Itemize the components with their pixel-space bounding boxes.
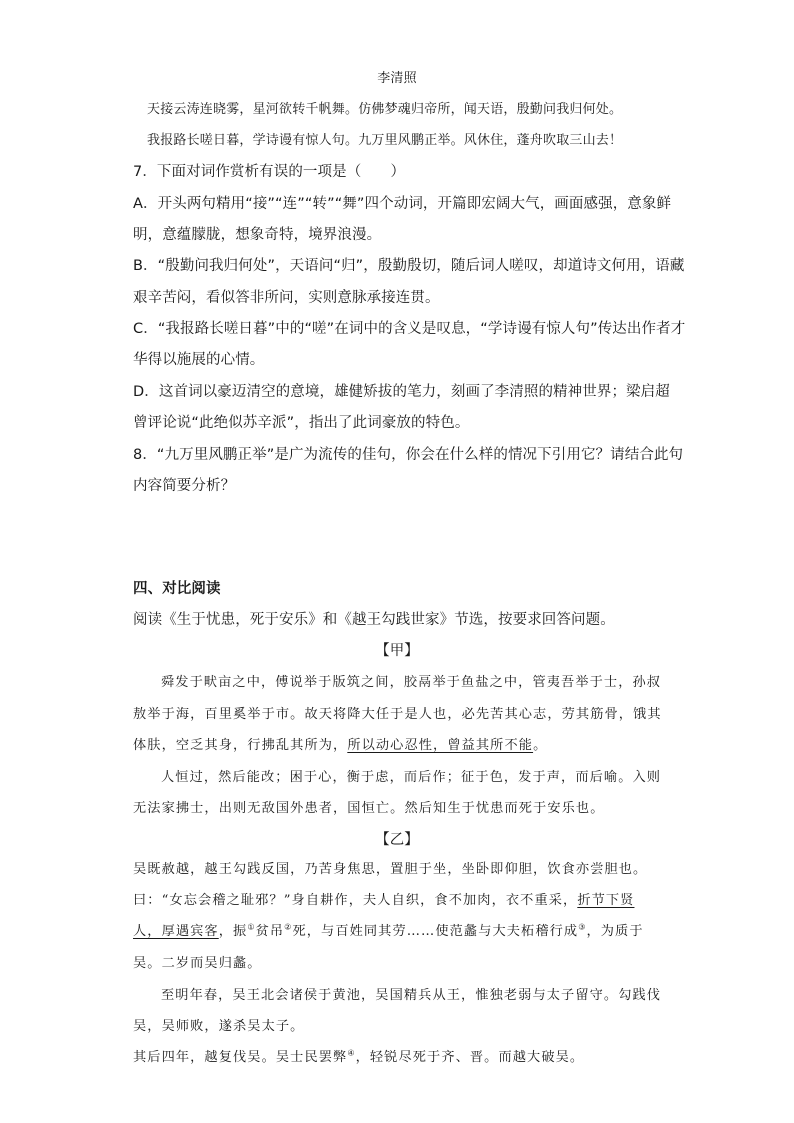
passage-line: 吴，吴师败，遂杀吴太子。 <box>133 1019 305 1034</box>
passage-line <box>133 920 644 939</box>
footnote-marker: ② <box>284 922 293 932</box>
passage-text: 死，与百姓同其劳……使范蠡与大夫柘稽行成 <box>292 924 579 939</box>
section-intro: 阅读《生于忧患，死于安乐》和《越王勾践世家》节选，按要求回答问题。 <box>133 612 615 628</box>
passage-text: ，振 <box>218 924 248 939</box>
question-8: 8．“九万里风鹏正举”是广为流传的佳句，你会在什么样的情况下引用它？请结合此句 <box>133 447 684 463</box>
passage-text: 曰：“女忘会稽之耻邪？”身自耕作，夫人自织，食不加肉，衣不重采， <box>133 893 578 908</box>
poem-line: 我报路长嗟日暮，学诗谩有惊人句。九万里风鹏正举。风休住，蓬舟吹取三山去！ <box>147 133 623 148</box>
option-d: D．这首词以豪迈清空的意境，雄健矫拔的笔力，刻画了李清照的精神世界；梁启超 <box>133 384 670 400</box>
passage-line: 吴既赦越，越王勾践反国，乃苦身焦思，置胆于坐，坐卧即仰胆，饮食亦尝胆也。 <box>133 862 648 877</box>
option-a: A．开头两句精用“接”“连”“转”“舞”四个动词，开篇即宏阔大气，画面感强，意象鲜 <box>133 196 672 212</box>
option-b-cont: 艰辛苦闷，看似答非所问，实则意脉承接连贯。 <box>133 290 440 306</box>
footnote-marker: ① <box>247 922 256 932</box>
underlined-phrase: 人，厚遇宾客 <box>133 924 219 939</box>
passage-text: ，为质于 <box>586 924 644 939</box>
poem-line: 天接云涛连晓雾，星河欲转千帆舞。仿佛梦魂归帝所，闻天语，殷勤问我归何处。 <box>147 102 623 117</box>
underlined-phrase: 折节下贤 <box>577 893 635 908</box>
passage-line <box>133 1046 584 1065</box>
passage-line: 舜发于畎亩之中，傅说举于版筑之间，胶鬲举于鱼盐之中，管夷吾举于士，孙叔 <box>161 675 662 690</box>
section-heading: 四、对比阅读 <box>133 581 221 597</box>
passage-text: ，轻锐尽死于齐、晋。而越大破吴。 <box>355 1050 585 1065</box>
passage-text: 其后四年，越复伐吴。吴士民罢弊 <box>133 1050 348 1065</box>
question-8-cont: 内容简要分析？ <box>133 478 236 494</box>
passage-line: 吴。二岁而吴归蠡。 <box>133 956 262 971</box>
passage-line: 无法家拂士，出则无敌国外患者，国恒亡。然后知生于忧患而死于安乐也。 <box>133 801 605 816</box>
option-d-cont: 曾评论说“此绝似苏辛派”，指出了此词豪放的特色。 <box>133 415 470 431</box>
passage-text: 体肤，空乏其身，行拂乱其所为， <box>133 738 348 753</box>
footnote-marker: ③ <box>578 922 587 932</box>
passage-label-jia: 【甲】 <box>375 643 419 659</box>
passage-line: 敖举于海，百里奚举于市。故天将降大任于是人也，必先苦其心志，劳其筋骨，饿其 <box>133 707 662 722</box>
passage-line <box>133 734 547 753</box>
poem-author: 李清照 <box>377 71 417 86</box>
passage-text: 。 <box>533 738 548 753</box>
option-c: C．“我报路长嗟日暮”中的“嗟”在词中的含义是叹息，“学诗谩有惊人句”传达出作者才 <box>133 321 686 337</box>
passage-text: 贫吊 <box>255 924 285 939</box>
footnote-marker: ④ <box>347 1048 356 1058</box>
passage-line: 至明年春，吴王北会诸侯于黄池，吴国精兵从王，惟独老弱与太子留守。勾践伐 <box>161 988 662 1003</box>
option-c-cont: 华得以施展的心情。 <box>133 352 265 368</box>
passage-line <box>133 889 634 908</box>
underlined-phrase: 所以动心忍性，曾益其所不能 <box>347 738 534 753</box>
option-b: B．“殷勤问我归何处”，天语问“归”，殷勤殷切，随后词人嗟叹，却道诗文何用，语藏 <box>133 258 685 274</box>
question-7-stem: 7．下面对词作赏析有误的一项是（ ） <box>133 164 406 180</box>
passage-label-yi: 【乙】 <box>375 832 419 848</box>
passage-line: 人恒过，然后能改；困于心，衡于虑，而后作；征于色，发于声，而后喻。入则 <box>161 770 662 785</box>
option-a-cont: 明，意蕴朦胧，想象奇特，境界浪漫。 <box>133 227 382 243</box>
